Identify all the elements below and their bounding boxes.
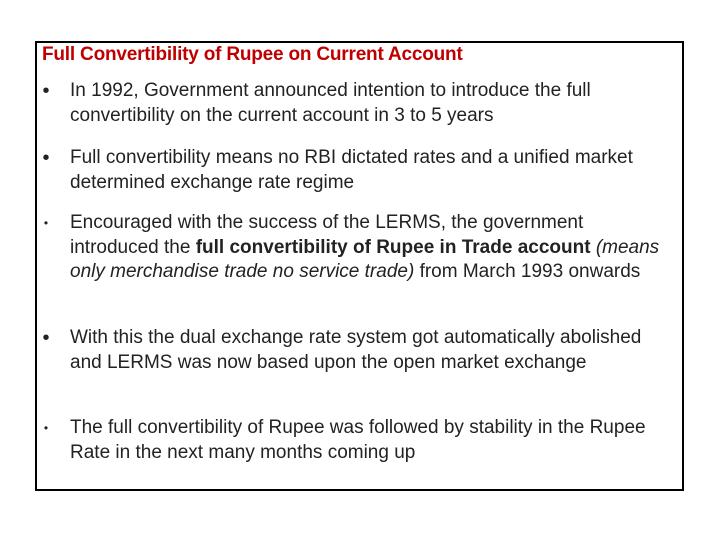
bullet-dot-icon: • [42, 327, 50, 349]
bullet-item-4 [42, 326, 670, 375]
bullet-item-5 [43, 416, 670, 465]
bullet-item-2 [42, 146, 670, 195]
bullet-dot-icon: • [42, 80, 50, 102]
bullet-text: Full convertibility means no RBI dictated rates and a unified market determined exchange rate regime [70, 147, 633, 193]
bullet-text-part2: from March 1993 onwards [414, 261, 641, 282]
bullet-text-part1: Encouraged with the success of the LERMS, the government introduced the [70, 212, 584, 258]
bullet-text: In 1992, Government announced intention to introduce the full convertibility on the current account in 3 to 5 years [70, 80, 591, 126]
bullet-text: The full convertibility of Rupee was followed by stability in the Rupee Rate in the next many months coming up [70, 417, 646, 463]
bullet-dot-icon: • [42, 147, 50, 169]
slide-title: Full Convertibility of Rupee on Current Account [42, 44, 463, 65]
bullet-item-1 [42, 79, 670, 128]
bullet-text-italic: (means only merchandise trade no service trade) [70, 236, 660, 282]
bullet-dot-icon: • [43, 216, 49, 230]
bullet-dot-icon: • [43, 421, 49, 435]
bullet-text: With this the dual exchange rate system got automatically abolished and LERMS was now based upon the open market exchange [70, 327, 642, 373]
bullet-item-3 [43, 211, 670, 285]
bullet-text-bold: full convertibility of Rupee in Trade account [195, 236, 591, 258]
